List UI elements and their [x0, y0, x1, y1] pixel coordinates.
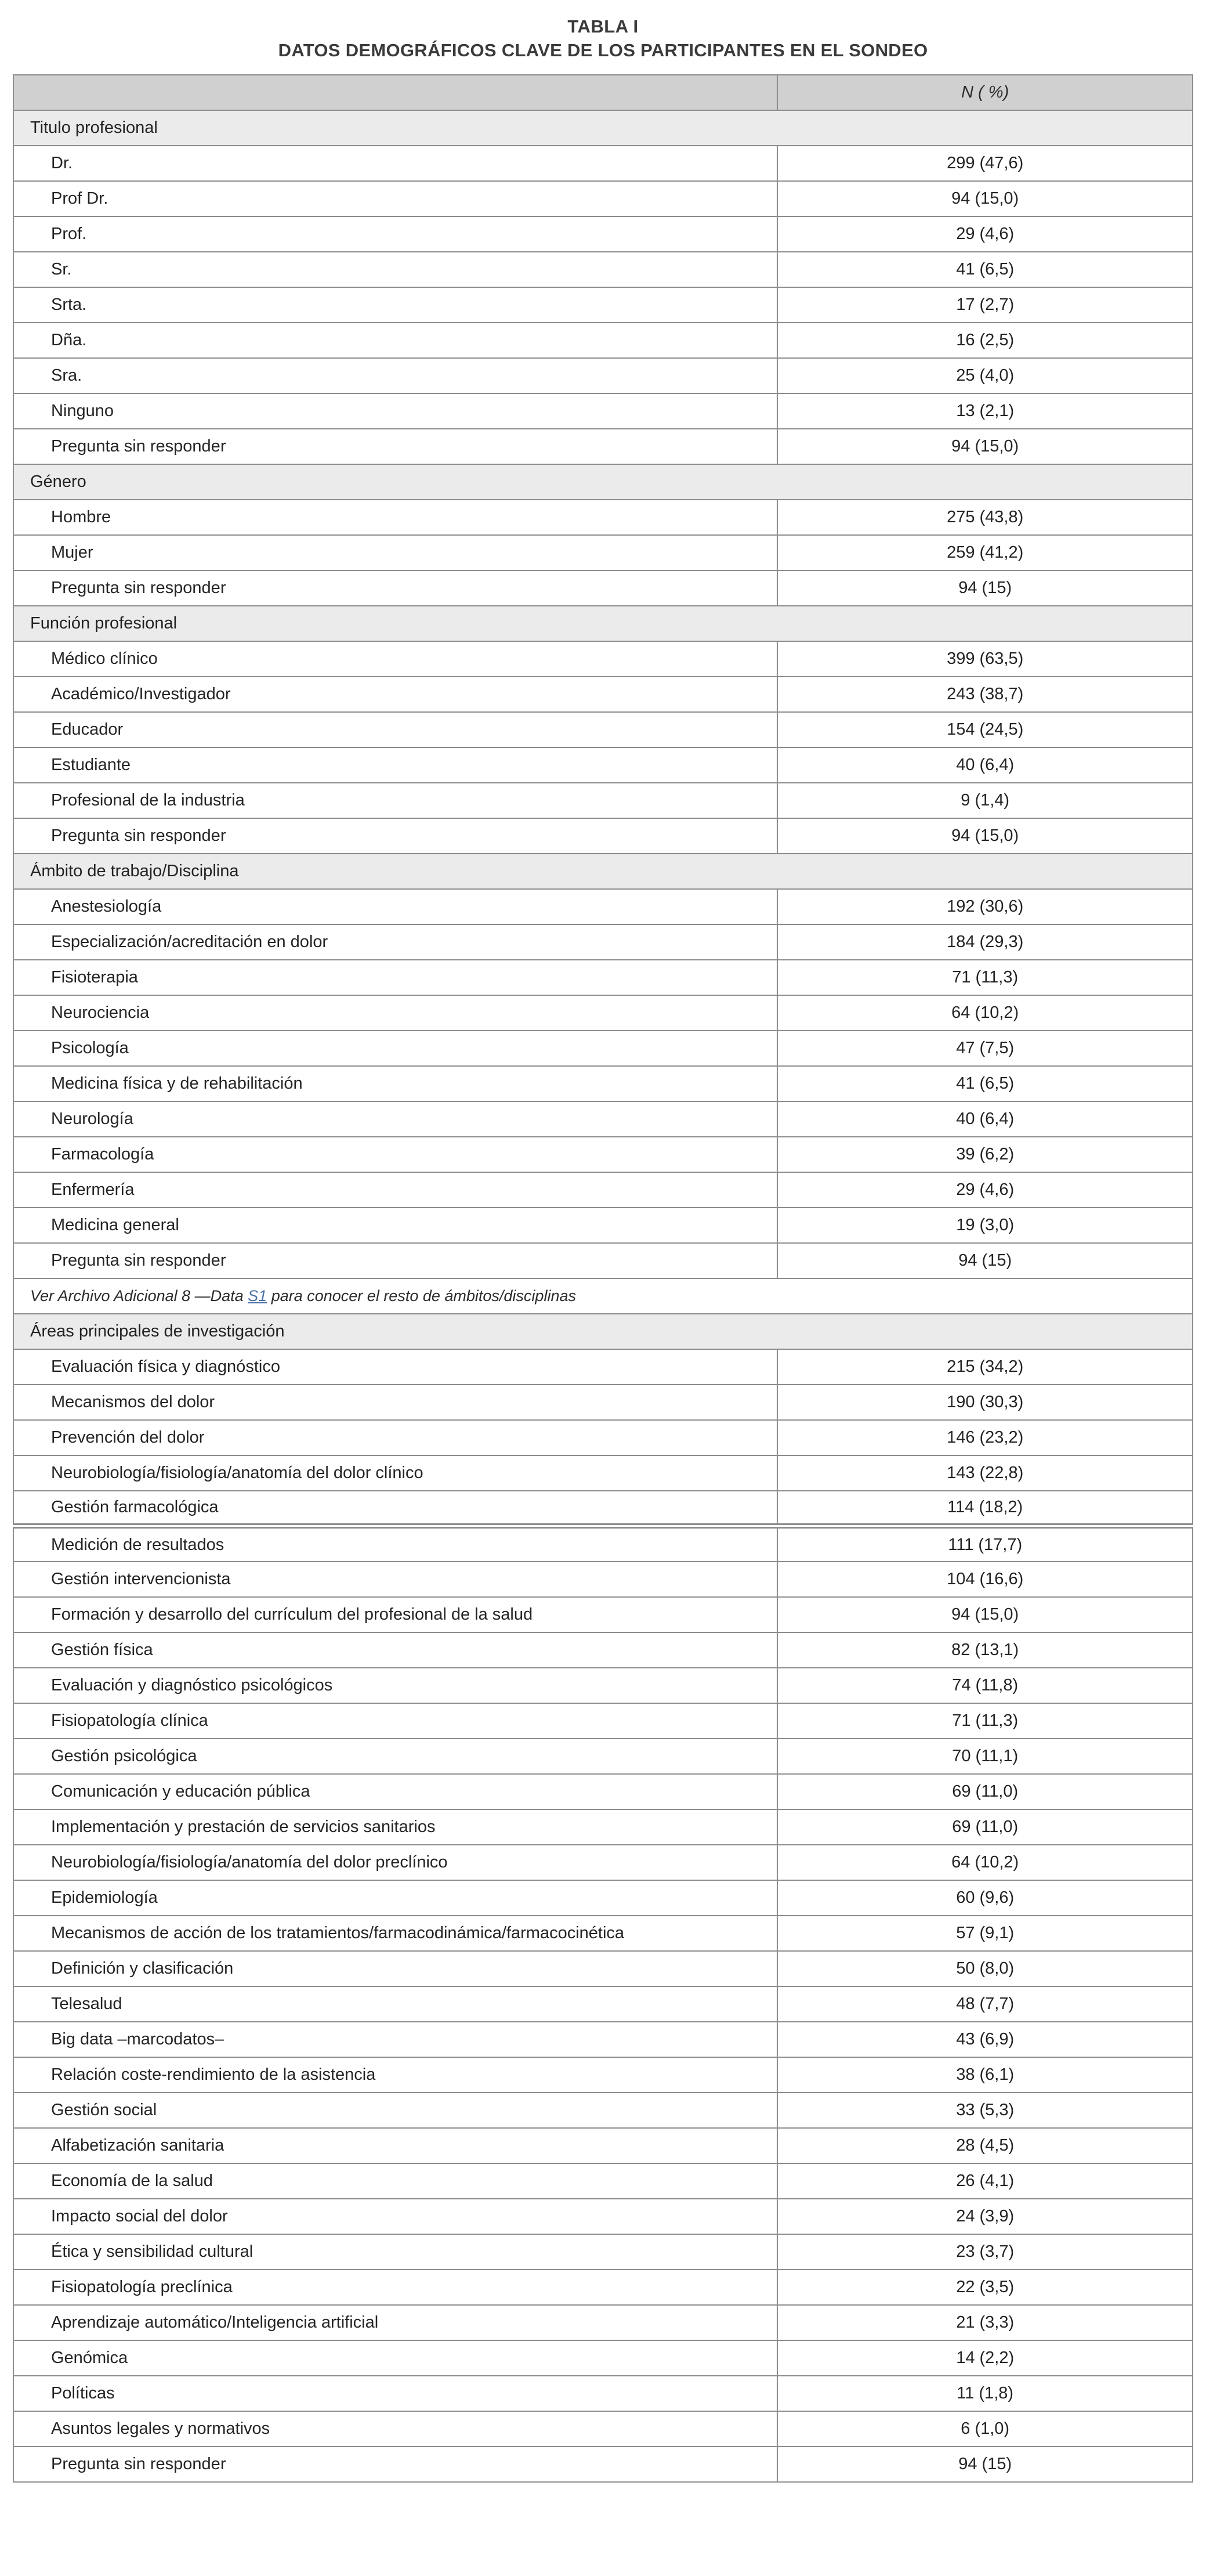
row-label: Gestión física [13, 1632, 777, 1668]
row-label: Gestión psicológica [13, 1739, 777, 1774]
row-value: 94 (15) [777, 570, 1193, 606]
row-label: Sr. [13, 252, 777, 287]
table-body [13, 110, 1193, 2482]
table-row [13, 747, 1193, 783]
section-header-row [13, 1314, 1193, 1349]
row-label: Farmacología [13, 1137, 777, 1172]
table-row [13, 2128, 1193, 2163]
row-label: Neurobiología/fisiología/anatomía del dolor preclínico [13, 1845, 777, 1880]
table-row [13, 1208, 1193, 1243]
table-row [13, 2447, 1193, 2482]
row-label: Impacto social del dolor [13, 2199, 777, 2234]
row-value: 41 (6,5) [777, 1066, 1193, 1101]
table-row [13, 1491, 1193, 1526]
table-row [13, 1597, 1193, 1632]
table-row [13, 1951, 1193, 1986]
row-value: 29 (4,6) [777, 216, 1193, 252]
row-value: 64 (10,2) [777, 995, 1193, 1031]
row-value: 38 (6,1) [777, 2057, 1193, 2093]
row-value: 41 (6,5) [777, 252, 1193, 287]
row-label: Hombre [13, 500, 777, 535]
row-label: Asuntos legales y normativos [13, 2411, 777, 2447]
table-row [13, 818, 1193, 854]
table-header-row [13, 75, 1193, 110]
title-block [0, 15, 1206, 63]
row-label: Pregunta sin responder [13, 1243, 777, 1278]
row-label: Dña. [13, 323, 777, 358]
table-row [13, 1101, 1193, 1137]
row-value: 26 (4,1) [777, 2163, 1193, 2199]
table-row [13, 2340, 1193, 2376]
row-label: Aprendizaje automático/Inteligencia artificial [13, 2305, 777, 2340]
row-value: 71 (11,3) [777, 960, 1193, 995]
row-label: Srta. [13, 287, 777, 323]
row-label: Pregunta sin responder [13, 429, 777, 464]
row-label: Big data –marcodatos– [13, 2022, 777, 2057]
section-header: Género [13, 464, 1193, 500]
row-value: 74 (11,8) [777, 1668, 1193, 1703]
row-label: Pregunta sin responder [13, 570, 777, 606]
table-row [13, 995, 1193, 1031]
table-row [13, 1385, 1193, 1420]
row-value: 19 (3,0) [777, 1208, 1193, 1243]
table-row [13, 924, 1193, 960]
row-value: 104 (16,6) [777, 1562, 1193, 1597]
row-value: 13 (2,1) [777, 393, 1193, 429]
row-label: Psicología [13, 1031, 777, 1066]
row-value: 60 (9,6) [777, 1880, 1193, 1916]
row-value: 70 (11,1) [777, 1739, 1193, 1774]
row-value: 243 (38,7) [777, 677, 1193, 712]
note-link[interactable]: S1 [248, 1287, 267, 1305]
row-label: Mujer [13, 535, 777, 570]
table-row [13, 500, 1193, 535]
table-row [13, 783, 1193, 818]
row-label: Genómica [13, 2340, 777, 2376]
row-label: Neurociencia [13, 995, 777, 1031]
row-label: Fisiopatología clínica [13, 1703, 777, 1739]
row-label: Prof Dr. [13, 181, 777, 216]
table-row [13, 1526, 1193, 1562]
row-value: 29 (4,6) [777, 1172, 1193, 1208]
row-value: 16 (2,5) [777, 323, 1193, 358]
section-header-row [13, 110, 1193, 146]
row-label: Pregunta sin responder [13, 2447, 777, 2482]
row-value: 22 (3,5) [777, 2270, 1193, 2305]
row-value: 28 (4,5) [777, 2128, 1193, 2163]
section-header-row [13, 606, 1193, 641]
row-label: Neurobiología/fisiología/anatomía del dolor clínico [13, 1455, 777, 1491]
row-value: 146 (23,2) [777, 1420, 1193, 1455]
row-value: 9 (1,4) [777, 783, 1193, 818]
section-header: Titulo profesional [13, 110, 1193, 146]
row-label: Dr. [13, 146, 777, 181]
table-row [13, 1774, 1193, 1809]
row-label: Médico clínico [13, 641, 777, 677]
row-label: Neurología [13, 1101, 777, 1137]
table-row [13, 535, 1193, 570]
row-value: 17 (2,7) [777, 287, 1193, 323]
row-value: 11 (1,8) [777, 2376, 1193, 2411]
row-value: 57 (9,1) [777, 1916, 1193, 1951]
table-row [13, 1066, 1193, 1101]
section-header: Áreas principales de investigación [13, 1314, 1193, 1349]
row-label: Evaluación y diagnóstico psicológicos [13, 1668, 777, 1703]
row-value: 69 (11,0) [777, 1774, 1193, 1809]
row-label: Educador [13, 712, 777, 747]
table-row [13, 1632, 1193, 1668]
header-value-label: N ( %) [777, 75, 1193, 110]
table-row [13, 1703, 1193, 1739]
table-row [13, 1172, 1193, 1208]
table-row [13, 2022, 1193, 2057]
table-row [13, 2093, 1193, 2128]
row-value: 43 (6,9) [777, 2022, 1193, 2057]
note-text [13, 1278, 1193, 1314]
table-row [13, 393, 1193, 429]
table-row [13, 1809, 1193, 1845]
table-title: TABLA I [567, 16, 639, 37]
row-label: Mecanismos de acción de los tratamientos/farmacodinámica/farmacocinética [13, 1916, 777, 1951]
row-label: Alfabetización sanitaria [13, 2128, 777, 2163]
row-value: 48 (7,7) [777, 1986, 1193, 2022]
table-row [13, 2270, 1193, 2305]
row-label: Enfermería [13, 1172, 777, 1208]
row-value: 94 (15,0) [777, 818, 1193, 854]
table-row [13, 287, 1193, 323]
row-value: 192 (30,6) [777, 889, 1193, 924]
table-row [13, 1916, 1193, 1951]
row-label: Epidemiología [13, 1880, 777, 1916]
table-row [13, 2199, 1193, 2234]
table-row [13, 2234, 1193, 2270]
table-row [13, 358, 1193, 393]
row-label: Economía de la salud [13, 2163, 777, 2199]
row-label: Gestión farmacológica [13, 1491, 777, 1526]
note-suffix: para conocer el resto de ámbitos/disciplinas [267, 1287, 576, 1305]
row-value: 299 (47,6) [777, 146, 1193, 181]
row-label: Ninguno [13, 393, 777, 429]
row-value: 399 (63,5) [777, 641, 1193, 677]
row-value: 71 (11,3) [777, 1703, 1193, 1739]
table-row [13, 712, 1193, 747]
table-row [13, 216, 1193, 252]
table-row [13, 2163, 1193, 2199]
row-value: 40 (6,4) [777, 1101, 1193, 1137]
row-value: 94 (15,0) [777, 429, 1193, 464]
table-row [13, 1031, 1193, 1066]
row-label: Relación coste-rendimiento de la asistencia [13, 2057, 777, 2093]
row-label: Mecanismos del dolor [13, 1385, 777, 1420]
table-row [13, 889, 1193, 924]
row-label: Telesalud [13, 1986, 777, 2022]
row-label: Medición de resultados [13, 1526, 777, 1562]
row-value: 275 (43,8) [777, 500, 1193, 535]
row-label: Profesional de la industria [13, 783, 777, 818]
row-label: Especialización/acreditación en dolor [13, 924, 777, 960]
row-value: 47 (7,5) [777, 1031, 1193, 1066]
row-value: 143 (22,8) [777, 1455, 1193, 1491]
row-label: Estudiante [13, 747, 777, 783]
row-label: Gestión intervencionista [13, 1562, 777, 1597]
table-row [13, 1668, 1193, 1703]
table-row [13, 1455, 1193, 1491]
table-row [13, 323, 1193, 358]
row-label: Medicina general [13, 1208, 777, 1243]
table-row [13, 1880, 1193, 1916]
row-label: Fisioterapia [13, 960, 777, 995]
row-value: 64 (10,2) [777, 1845, 1193, 1880]
section-header: Función profesional [13, 606, 1193, 641]
table-row [13, 1349, 1193, 1385]
row-value: 24 (3,9) [777, 2199, 1193, 2234]
row-value: 259 (41,2) [777, 535, 1193, 570]
table-row [13, 1243, 1193, 1278]
row-label: Pregunta sin responder [13, 818, 777, 854]
row-value: 111 (17,7) [777, 1526, 1193, 1562]
row-value: 69 (11,0) [777, 1809, 1193, 1845]
row-value: 6 (1,0) [777, 2411, 1193, 2447]
row-label: Prof. [13, 216, 777, 252]
row-value: 114 (18,2) [777, 1491, 1193, 1526]
row-value: 190 (30,3) [777, 1385, 1193, 1420]
row-label: Evaluación física y diagnóstico [13, 1349, 777, 1385]
row-label: Definición y clasificación [13, 1951, 777, 1986]
demographics-table [13, 74, 1193, 2483]
row-label: Fisiopatología preclínica [13, 2270, 777, 2305]
table-row [13, 429, 1193, 464]
section-header-row [13, 464, 1193, 500]
row-value: 33 (5,3) [777, 2093, 1193, 2128]
note-prefix: Ver Archivo Adicional 8 —Data [30, 1287, 248, 1305]
table-row [13, 2376, 1193, 2411]
section-header-row [13, 854, 1193, 889]
table-row [13, 1986, 1193, 2022]
table-row [13, 1562, 1193, 1597]
row-value: 25 (4,0) [777, 358, 1193, 393]
row-label: Implementación y prestación de servicios sanitarios [13, 1809, 777, 1845]
note-row [13, 1278, 1193, 1314]
row-value: 94 (15,0) [777, 181, 1193, 216]
table-row [13, 960, 1193, 995]
table-row [13, 1845, 1193, 1880]
row-value: 154 (24,5) [777, 712, 1193, 747]
row-value: 215 (34,2) [777, 1349, 1193, 1385]
table-row [13, 570, 1193, 606]
table-row [13, 1137, 1193, 1172]
table-row [13, 1739, 1193, 1774]
row-value: 184 (29,3) [777, 924, 1193, 960]
row-value: 21 (3,3) [777, 2305, 1193, 2340]
row-label: Comunicación y educación pública [13, 1774, 777, 1809]
row-value: 23 (3,7) [777, 2234, 1193, 2270]
row-label: Gestión social [13, 2093, 777, 2128]
row-value: 94 (15,0) [777, 1597, 1193, 1632]
table-row [13, 2305, 1193, 2340]
row-value: 39 (6,2) [777, 1137, 1193, 1172]
row-value: 14 (2,2) [777, 2340, 1193, 2376]
row-label: Sra. [13, 358, 777, 393]
table-row [13, 2057, 1193, 2093]
row-value: 94 (15) [777, 2447, 1193, 2482]
row-value: 82 (13,1) [777, 1632, 1193, 1668]
table-row [13, 146, 1193, 181]
row-label: Medicina física y de rehabilitación [13, 1066, 777, 1101]
header-empty-cell [13, 75, 777, 110]
row-value: 40 (6,4) [777, 747, 1193, 783]
table-row [13, 2411, 1193, 2447]
row-value: 50 (8,0) [777, 1951, 1193, 1986]
section-header: Ámbito de trabajo/Disciplina [13, 854, 1193, 889]
row-label: Anestesiología [13, 889, 777, 924]
row-label: Políticas [13, 2376, 777, 2411]
row-label: Formación y desarrollo del currículum del profesional de la salud [13, 1597, 777, 1632]
row-value: 94 (15) [777, 1243, 1193, 1278]
table-row [13, 252, 1193, 287]
table-row [13, 181, 1193, 216]
table-subtitle: DATOS DEMOGRÁFICOS CLAVE DE LOS PARTICIPANTES EN EL SONDEO [278, 39, 928, 60]
row-label: Académico/Investigador [13, 677, 777, 712]
table-row [13, 1420, 1193, 1455]
row-label: Prevención del dolor [13, 1420, 777, 1455]
table-row [13, 641, 1193, 677]
row-label: Ética y sensibilidad cultural [13, 2234, 777, 2270]
table-row [13, 677, 1193, 712]
